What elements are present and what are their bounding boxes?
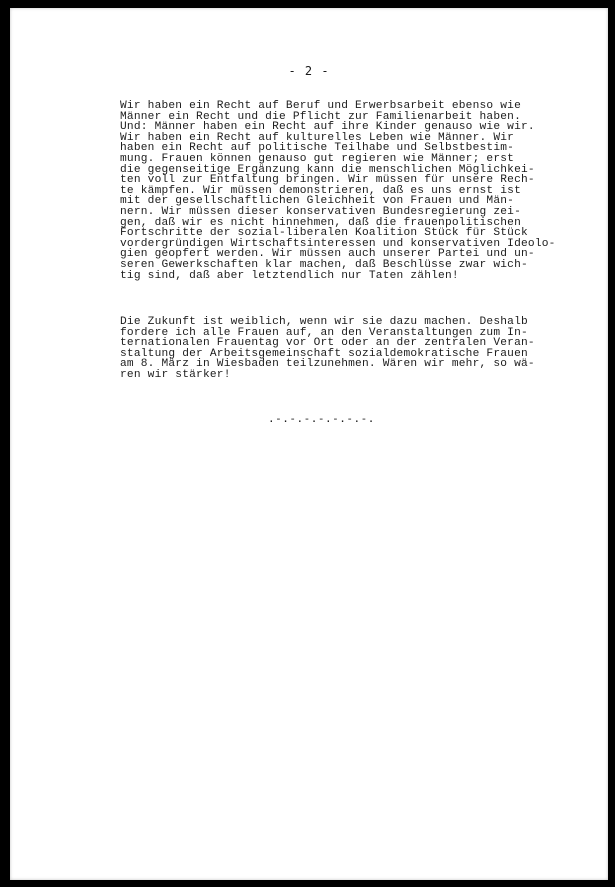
paragraph-2 [120, 317, 560, 381]
text-line: mit der gesellschaftlichen Gleichheit von Frauen und Män- [120, 195, 515, 208]
text-line: mung. Frauen können genauso gut regieren wie Männer; erst [120, 152, 515, 165]
text-line: vordergründigen Wirtschaftsinteressen und konservativen Ideolo- [120, 237, 556, 250]
text-line: te kämpfen. Wir müssen demonstrieren, daß es uns ernst ist [120, 184, 521, 197]
text-line: gien geopfert werden. Wir müssen auch unserer Partei und un- [120, 248, 535, 261]
section-separator: .-.-.-.-.-.-.-. [268, 412, 375, 425]
text-line: nern. Wir müssen dieser konservativen Bundesregierung zei- [120, 205, 521, 218]
page-number: - 2 - [288, 64, 330, 78]
document-page [10, 8, 608, 880]
text-line: Männer ein Recht und die Pflicht zur Familienarbeit haben. [120, 110, 521, 123]
text-line: fordere ich alle Frauen auf, an den Veranstaltungen zum In- [120, 326, 528, 339]
text-line: Fortschritte der sozial-liberalen Koalition Stück für Stück [120, 227, 528, 240]
text-line: gen, daß wir es nicht hinnehmen, daß die frauenpolitischen [120, 216, 521, 229]
text-line: ternationalen Frauentag vor Ort oder an der zentralen Veran- [120, 337, 535, 350]
text-line: staltung der Arbeitsgemeinschaft sozialdemokratische Frauen [120, 347, 528, 360]
text-line: Wir haben ein Recht auf Beruf und Erwerbsarbeit ebenso wie [120, 100, 521, 112]
text-line: Wir haben ein Recht auf kulturelles Leben wie Männer. Wir [120, 131, 515, 144]
scan-border [608, 0, 615, 887]
text-line: seren Gewerkschaften klar machen, daß Beschlüsse zwar wich- [120, 258, 528, 271]
text-line: tig sind, daß aber letztendlich nur Taten zählen! [120, 269, 459, 282]
text-line: am 8. März in Wiesbaden teilzunehmen. Wären wir mehr, so wä- [120, 358, 535, 371]
text-line: ren wir stärker! [120, 368, 231, 381]
text-line: die gegenseitige Ergänzung kann die menschlichen Möglichkei- [120, 163, 535, 176]
text-line: haben ein Recht auf politische Teilhabe und Selbstbestim- [120, 142, 515, 155]
text-line: Die Zukunft ist weiblich, wenn wir sie dazu machen. Deshalb [120, 316, 528, 328]
text-line: Und: Männer haben ein Recht auf ihre Kinder genauso wie wir. [120, 121, 535, 134]
text-line: ten voll zur Entfaltung bringen. Wir müssen für unsere Rech- [120, 174, 535, 187]
paragraph-1 [120, 101, 560, 281]
